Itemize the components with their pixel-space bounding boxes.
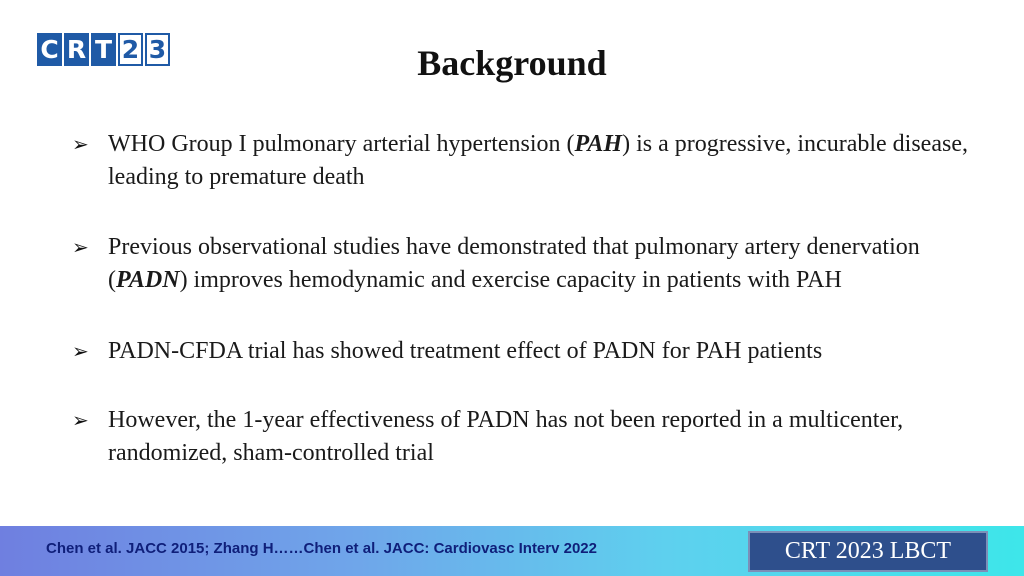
logo-letter-r: R bbox=[64, 33, 89, 66]
bullet-item: ➢ WHO Group I pulmonary arterial hypertension (PAH) is a progressive, incurable disease, leading to premature death bbox=[72, 128, 1002, 194]
logo-digit-3: 3 bbox=[145, 33, 170, 66]
bullet-item: ➢ Previous observational studies have demonstrated that pulmonary artery denervation (PADN) improves hemodynamic and exercise capacity in patients with PAH bbox=[72, 231, 1002, 297]
slide-title: Background bbox=[417, 43, 607, 83]
logo-letter-t: T bbox=[91, 33, 116, 66]
arrow-bullet-icon: ➢ bbox=[72, 132, 89, 156]
bullet-item: ➢ However, the 1-year effectiveness of PADN has not been reported in a multicenter, randomized, sham-controlled trial bbox=[72, 404, 1002, 470]
arrow-bullet-icon: ➢ bbox=[72, 408, 89, 432]
arrow-bullet-icon: ➢ bbox=[72, 235, 89, 259]
bullet-list bbox=[72, 128, 1002, 470]
logo-digit-2: 2 bbox=[118, 33, 143, 66]
arrow-bullet-icon: ➢ bbox=[72, 339, 89, 363]
references-text: Chen et al. JACC 2015; Zhang H……Chen et al. JACC: Cardiovasc Interv 2022 bbox=[46, 540, 597, 557]
logo-letter-c: C bbox=[37, 33, 62, 66]
bullet-item: ➢ PADN-CFDA trial has showed treatment effect of PADN for PAH patients bbox=[72, 335, 1002, 368]
conference-badge: CRT 2023 LBCT bbox=[748, 531, 988, 572]
